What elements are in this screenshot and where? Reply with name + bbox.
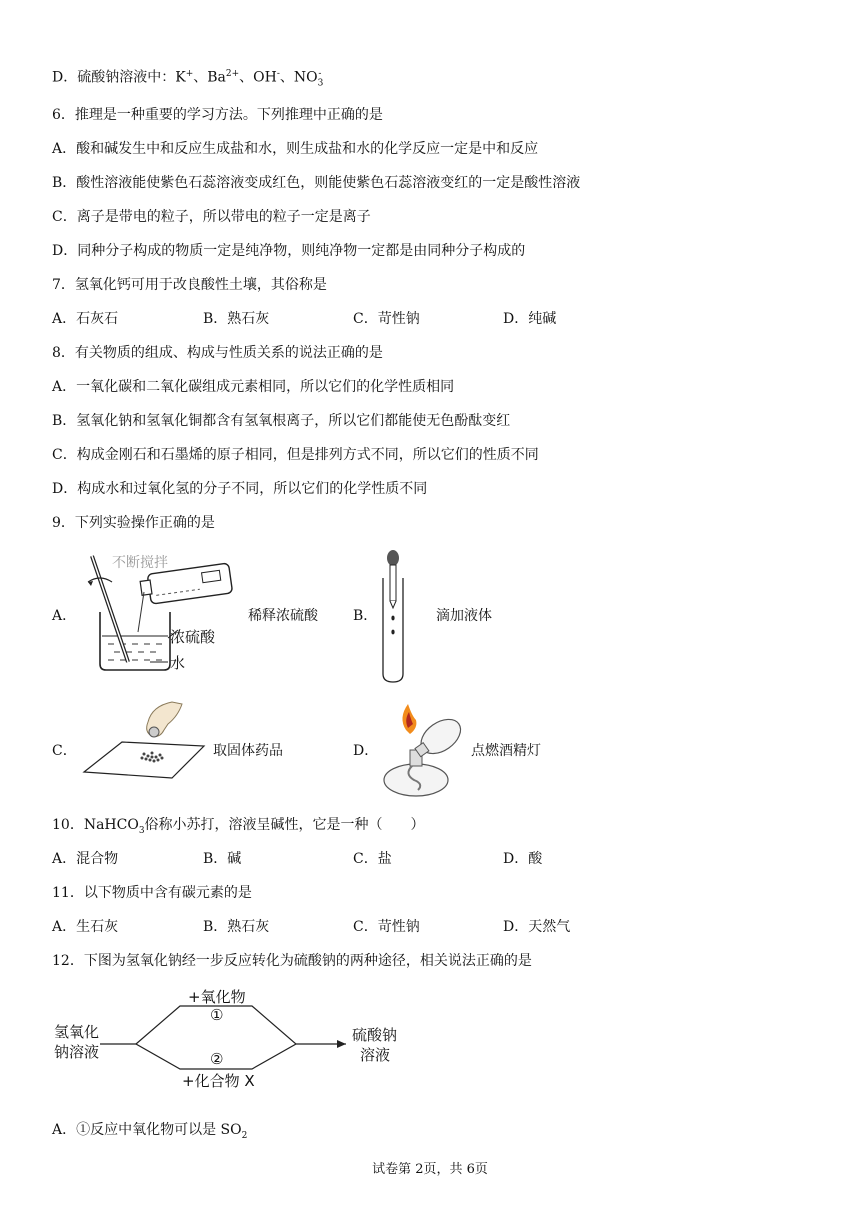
reaction-path-diagram (52, 986, 412, 1090)
diagram-right-line1: 硫酸钠 (352, 1026, 398, 1044)
diagram-bottom-label: +化合物 X (182, 1072, 255, 1090)
q9-option-a-label: A． (52, 608, 77, 624)
q10-option-d: D．酸 (503, 851, 543, 867)
q12-option-a: A．①反应中氧化物可以是 $SO_2$ (52, 1122, 248, 1141)
diagram-top-label: +氧化物 (188, 988, 246, 1006)
q7-stem: 7．氢氧化钙可用于改良酸性土壤，其俗称是 (52, 277, 327, 293)
water-label: 水 (170, 654, 186, 672)
hand-solid-figure (82, 700, 207, 780)
q6-option-d: D．同种分子构成的物质一定是纯净物，则纯净物一定都是由同种分子构成的 (52, 243, 526, 259)
q12-stem: 12．下图为氢氧化钠经一步反应转化为硫酸钠的两种途径，相关说法正确的是 (52, 953, 532, 969)
q6-option-b: B．酸性溶液能使紫色石蕊溶液变成红色，则能使紫色石蕊溶液变红的一定是酸性溶液 (52, 175, 581, 191)
q9-option-c-label: C． (52, 743, 77, 759)
acid-label: 浓硫酸 (170, 628, 216, 646)
q10-option-b: B．碱 (203, 851, 242, 867)
q6-option-a: A．酸和碱发生中和反应生成盐和水，则生成盐和水的化学反应一定是中和反应 (52, 141, 539, 157)
q10-option-c: C．盐 (353, 851, 392, 867)
q11-option-b: B．熟石灰 (203, 919, 270, 935)
alcohol-lamp-figure (378, 700, 468, 800)
q11-option-a: A．生石灰 (52, 919, 119, 935)
q11-option-d: D．天然气 (503, 919, 571, 935)
q9-option-c-text: 取固体药品 (213, 743, 283, 759)
q8-stem: 8．有关物质的组成、构成与性质关系的说法正确的是 (52, 345, 383, 361)
q6-stem: 6．推理是一种重要的学习方法。下列推理中正确的是 (52, 107, 383, 123)
q9-option-b-text: 滴加液体 (436, 608, 492, 624)
diagram-left-line1: 氢氧化 (54, 1023, 100, 1041)
diagram-left-line2: 钠溶液 (54, 1043, 100, 1061)
diagram-path2-number: ② (210, 1050, 224, 1068)
dilution-figure (80, 552, 255, 680)
stir-label: 不断搅拌 (112, 555, 168, 571)
q10-stem: 10．NaHCO$_3$俗称小苏打，溶液呈碱性，它是一种（ ） (52, 817, 425, 836)
q8-option-a: A．一氧化碳和二氧化碳组成元素相同，所以它们的化学性质相同 (52, 379, 455, 395)
q7-option-c: C．苛性钠 (353, 311, 420, 327)
q7-option-b: B．熟石灰 (203, 311, 270, 327)
q9-option-d-text: 点燃酒精灯 (471, 743, 541, 759)
q7-option-d: D．纯碱 (503, 311, 557, 327)
q11-stem: 11．以下物质中含有碳元素的是 (52, 885, 252, 901)
page-footer: 试卷第 2页，共 6页 (372, 1162, 488, 1177)
dropper-figure (378, 548, 408, 686)
q8-option-d: D．构成水和过氧化氢的分子不同，所以它们的化学性质不同 (52, 481, 428, 497)
q5-option-d: D．硫酸钠溶液中：K+、$Ba^{2+}$、OH-、$NO_3^-$ (52, 69, 324, 89)
q9-option-d-label: D． (353, 743, 379, 759)
q9-option-a-text: 稀释浓硫酸 (248, 608, 318, 624)
q8-option-c: C．构成金刚石和石墨烯的原子相同，但是排列方式不同，所以它们的性质不同 (52, 447, 539, 463)
diagram-right-line2: 溶液 (360, 1046, 391, 1064)
q9-option-b-label: B． (353, 608, 378, 624)
q9-stem: 9．下列实验操作正确的是 (52, 515, 215, 531)
diagram-path1-number: ① (210, 1006, 224, 1024)
q11-option-c: C．苛性钠 (353, 919, 420, 935)
q8-option-b: B．氢氧化钠和氢氧化铜都含有氢氧根离子，所以它们都能使无色酚酞变红 (52, 413, 511, 429)
q10-option-a: A．混合物 (52, 851, 119, 867)
q6-option-c: C．离子是带电的粒子，所以带电的粒子一定是离子 (52, 209, 371, 225)
q7-option-a: A．石灰石 (52, 311, 119, 327)
